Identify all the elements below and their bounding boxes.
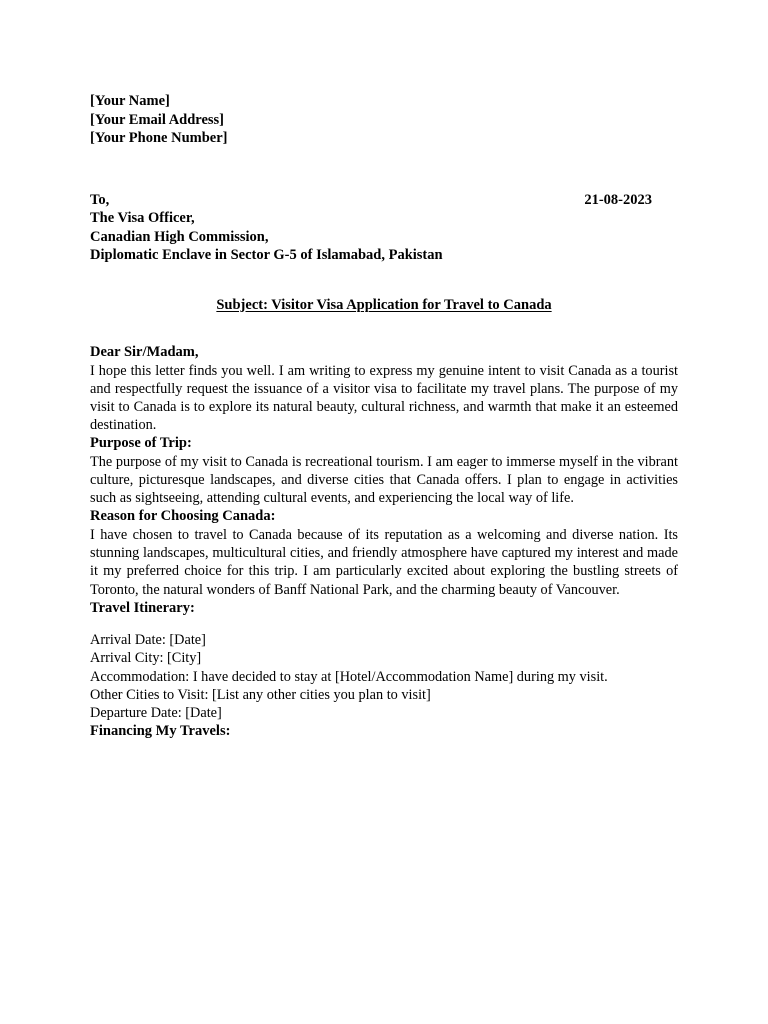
letter-date: 21-08-2023 [584,191,652,208]
recipient-officer: The Visa Officer, [90,210,195,226]
itinerary-departure-date: Departure Date: [Date] [90,705,222,722]
letter-content [90,92,678,741]
section-paragraph-purpose-of-trip: The purpose of my visit to Canada is recreational tourism. I am eager to immerse myself in the vibrant culture, picturesque landscapes, and diverse cities that Canada offers. I plan to engage in activities such as sightseeing, attending cultural events, and experiencing the local way of life. [90,453,678,507]
sender-name: [Your Name] [90,93,170,109]
section-heading-reason-for-choosing-canada: Reason for Choosing Canada: [90,508,276,525]
travel-itinerary-list [90,631,678,722]
itinerary-accommodation: Accommodation: I have decided to stay at [Hotel/Accommodation Name] during my visit. [90,668,608,685]
sender-phone: [Your Phone Number] [90,130,228,146]
intro-paragraph: I hope this letter finds you well. I am writing to express my genuine intent to visit Canada as a tourist and respectfully request the issuance of a visitor visa to facilitate my travel plans. The purpose of my visit to Canada is to explore its natural beauty, cultural richness, and warmth that make it an esteemed destination. [90,362,678,434]
sender-address-block [90,92,678,148]
itinerary-arrival-city: Arrival City: [City] [90,650,202,667]
salutation: Dear Sir/Madam, [90,344,199,360]
recipient-address-block [90,191,678,265]
itinerary-other-cities: Other Cities to Visit: [List any other cities you plan to visit] [90,686,431,703]
section-heading-travel-itinerary: Travel Itinerary: [90,599,195,616]
section-heading-financing-my-travels: Financing My Travels: [90,723,231,740]
recipient-organization: Canadian High Commission, [90,228,269,245]
section-heading-purpose-of-trip: Purpose of Trip: [90,435,192,452]
subject-line-wrapper [90,296,678,315]
to-and-date-row [90,191,678,210]
recipient-location: Diplomatic Enclave in Sector G-5 of Islamabad, Pakistan [90,247,443,263]
sender-email: [Your Email Address] [90,111,225,128]
itinerary-arrival-date: Arrival Date: [Date] [90,632,206,649]
to-label: To, [90,191,110,208]
section-paragraph-reason-for-choosing-canada: I have chosen to travel to Canada because of its reputation as a welcoming and diverse nation. Its stunning landscapes, multicultural cities, and friendly atmosphere have captured my interest and made it my preferred choice for this trip. I am particularly excited about exploring the bustling streets of Toronto, the natural wonders of Banff National Park, and the charming beauty of Vancouver. [90,526,678,598]
subject-line: Subject: Visitor Visa Application for Travel to Canada [216,296,552,313]
